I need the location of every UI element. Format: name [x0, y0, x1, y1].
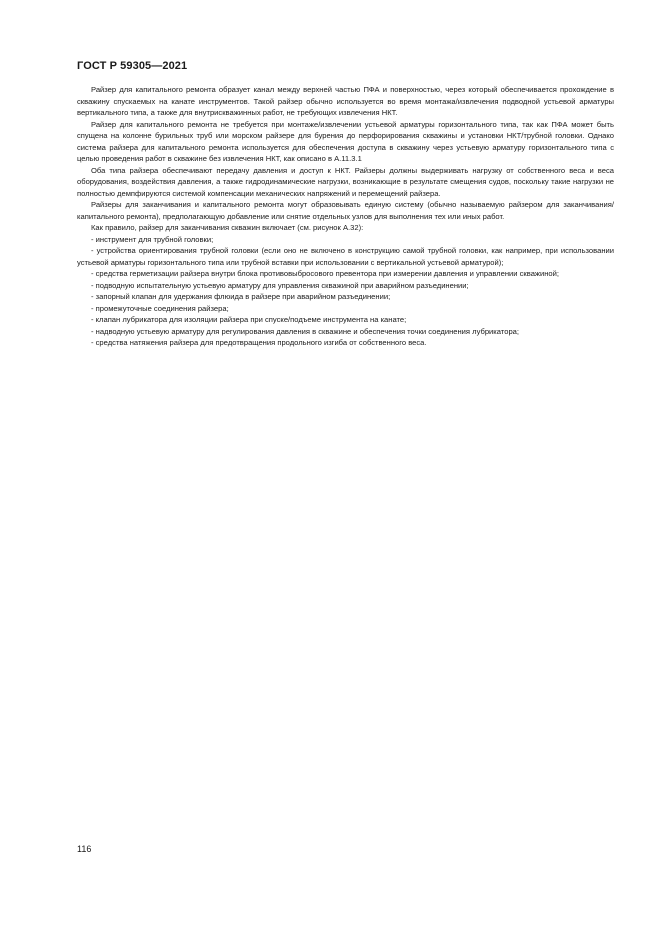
- list-item: - средства натяжения райзера для предотвращения продольного изгиба от собственного веса.: [91, 338, 427, 347]
- paragraph-combined-system: Райзеры для заканчивания и капитального ремонта могут образовывать единую систему (обычно называемую райзером для заканчивания/капитального ремонта), предполагающую добавление или снятие отдельных узлов для выполнения тех или иных работ.: [77, 200, 614, 221]
- page-number: 116: [77, 844, 92, 854]
- body-text: [77, 84, 614, 349]
- list-item: - промежуточные соединения райзера;: [91, 303, 229, 313]
- list-item: - подводную испытательную устьевую арматуру для управления скважиной при аварийном разъединении;: [91, 280, 469, 290]
- paragraph-riser-loads: Оба типа райзера обеспечивают передачу давления и доступ к НКТ. Райзеры должны выдерживать нагрузку от собственного веса и веса оборудования, воздействия давления, а также гидродинамические нагрузки, возникающие в результате смещения судов, поскольку такие нагрузки не полностью демпфируются системой компенсации механических напряжений и перемещений райзера.: [77, 165, 614, 198]
- paragraph-horizontal-tree: Райзер для капитального ремонта не требуется при монтаже/извлечении устьевой арматуры горизонтального типа, так как ПФА может быть спущена на колонне бурильных труб или морском райзере для бурения до перфорирования скважины и установки НКТ/трубной головки. Однако система райзера для капитального ремонта используется для обеспечения доступа в скважину через устьевую арматуру горизонтального типа с целью проведения работ в скважине без извлечения НКТ, как описано в А.11.3.1: [77, 119, 614, 163]
- paragraph-workover-riser-purpose: Райзер для капитального ремонта образует канал между верхней частью ПФА и поверхностью, через который обеспечивается прохождение в скважину спускаемых на канате инструментов. Такой райзер обычно используется во время монтажа/извлечения подводной устьевой арматуры вертикального типа, а также для внутрискважинных работ, не требующих извлечения НКТ.: [77, 85, 614, 117]
- document-code-header: ГОСТ Р 59305—2021: [77, 60, 188, 72]
- list-item: - средства герметизации райзера внутри блока противовыбросового превентора при измерении давления и управлении скважиной;: [91, 269, 560, 278]
- list-item: - устройства ориентирования трубной головки (если оно не включено в конструкцию самой трубной головки, как например, при использовании устьевой арматуры горизонтального типа или трубной вставки при использовании с вертикальной устьевой арматурой);: [77, 246, 614, 267]
- list-item: - клапан лубрикатора для изоляции райзера при спуске/подъеме инструмента на канате;: [91, 315, 407, 324]
- list-item: - надводную устьевую арматуру для регулирования давления в скважине и обеспечения точки соединения лубрикатора;: [91, 326, 519, 336]
- list-item: - инструмент для трубной головки;: [91, 234, 214, 244]
- list-item: - запорный клапан для удержания флюида в райзере при аварийном разъединении;: [91, 292, 391, 301]
- paragraph-list-intro: Как правило, райзер для заканчивания скважин включает (см. рисунок А.32):: [91, 223, 364, 232]
